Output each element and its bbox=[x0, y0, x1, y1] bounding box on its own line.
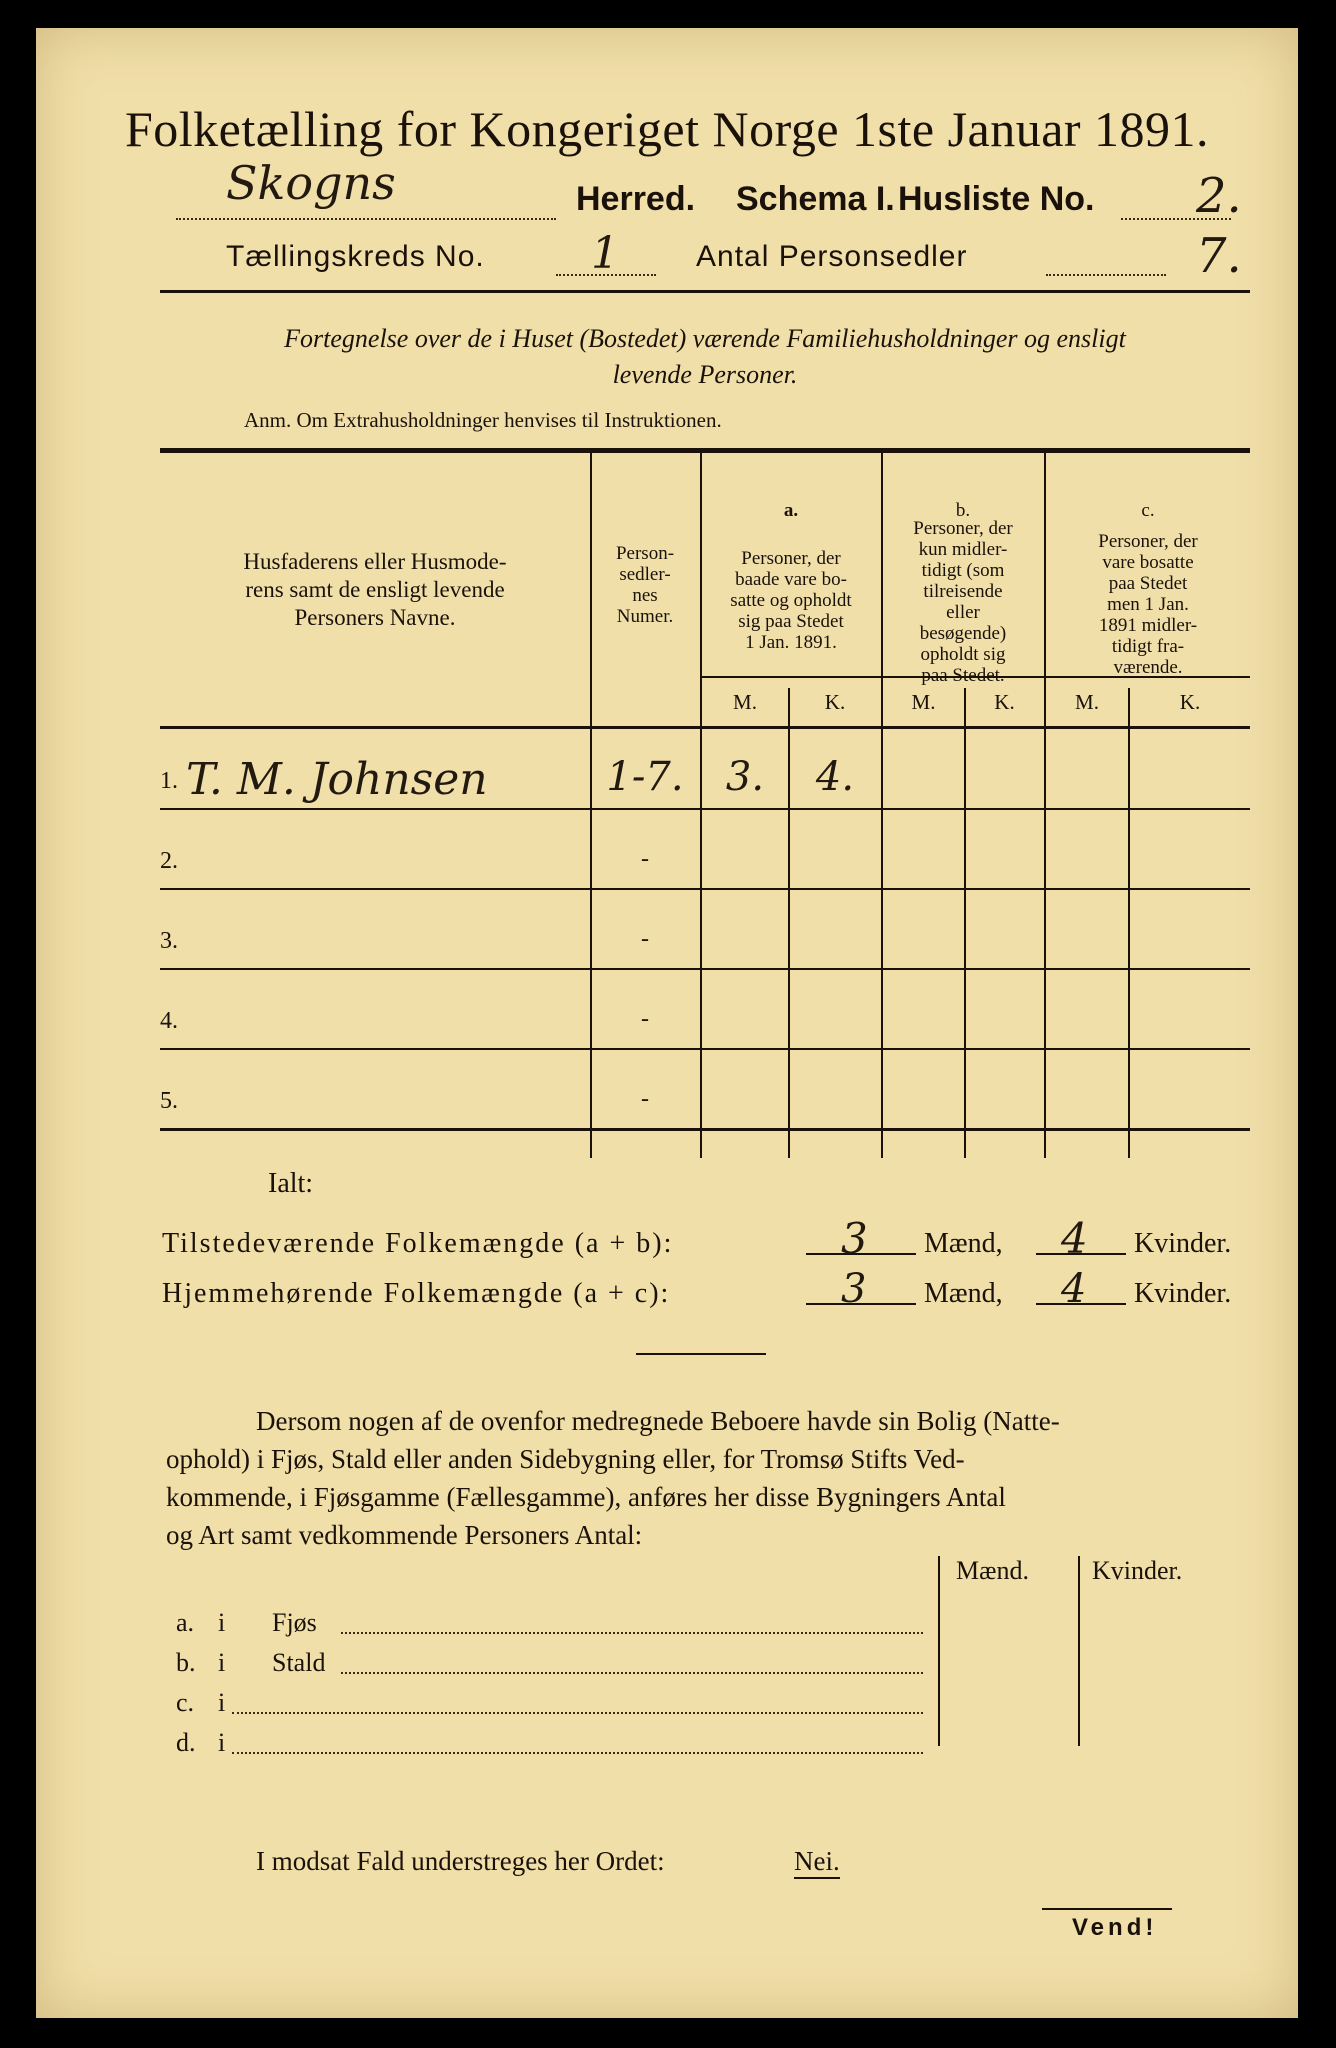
col-c-line-4: men 1 Jan. bbox=[1107, 594, 1189, 615]
col-names-header bbox=[170, 548, 580, 632]
anm-note: Anm. Om Extrahusholdninger henvises til Instruktionen. bbox=[244, 408, 722, 432]
col-names-line-2: rens samt de ensligt levende bbox=[245, 577, 505, 602]
modsat-text: I modsat Fald understreges her Ordet: bbox=[256, 1846, 665, 1876]
col-numer-line-2: sedler- bbox=[619, 564, 671, 585]
item-d-prep: i bbox=[218, 1728, 226, 1757]
row-rule-4 bbox=[160, 1048, 1250, 1050]
a-k-label: K. bbox=[824, 690, 846, 714]
row-1-numer: 1-7. bbox=[606, 754, 684, 800]
row-3-number: 3. bbox=[160, 928, 178, 954]
col-c-line-5: 1891 midler- bbox=[1098, 615, 1198, 636]
col-a-line-3: satte og opholdt bbox=[730, 590, 852, 611]
col-b-line-5: eller bbox=[946, 602, 980, 623]
tilstede-kvinder: 4 bbox=[1061, 1214, 1088, 1263]
item-a-prep: i bbox=[218, 1608, 226, 1637]
col-numer-line-3: nes bbox=[632, 585, 658, 606]
col-c-header bbox=[1046, 531, 1250, 678]
col-numer-line-1: Person- bbox=[615, 543, 675, 564]
personsedler-value: 7. bbox=[1196, 228, 1242, 284]
row-2-numer: - bbox=[641, 846, 649, 872]
row-1-a-m: 3. bbox=[725, 754, 765, 800]
table-header-rule bbox=[160, 726, 1250, 729]
ialt-label: Ialt: bbox=[268, 1168, 314, 1199]
row-4-number: 4. bbox=[160, 1008, 178, 1034]
item-b-label: Stald bbox=[272, 1648, 326, 1677]
item-c-prep: i bbox=[218, 1688, 226, 1717]
item-d-letter: d. bbox=[176, 1728, 196, 1757]
col-b-line-6: besøgende) bbox=[919, 623, 1007, 644]
item-d-dots bbox=[232, 1748, 923, 1754]
row-3-numer: - bbox=[641, 926, 649, 952]
hjemme-maend-word: Mænd, bbox=[924, 1278, 1003, 1309]
personsedler-dots bbox=[1046, 268, 1166, 276]
table-top-rule bbox=[160, 448, 1250, 453]
col-b-line-3: tidigt (som bbox=[921, 560, 1005, 581]
col-c-letter: c. bbox=[1141, 500, 1155, 521]
row-rule-3 bbox=[160, 968, 1250, 970]
item-c-letter: c. bbox=[176, 1688, 195, 1717]
bolig-maend-header: Mænd. bbox=[956, 1556, 1029, 1585]
kreds-label: Tællingskreds No. bbox=[226, 240, 485, 273]
col-a-line-2: baade vare bo- bbox=[735, 569, 847, 590]
col-a-header bbox=[702, 548, 880, 653]
hjemme-kvinder-word: Kvinder. bbox=[1134, 1278, 1232, 1309]
b-m-label: M. bbox=[911, 690, 936, 714]
totals-divider bbox=[636, 1353, 766, 1355]
vend-label: Vend! bbox=[1072, 1914, 1158, 1941]
bolig-line-3: kommende, i Fjøsgamme (Fællesgamme), anføres her disse Bygningers Antal bbox=[166, 1482, 1006, 1512]
bolig-line-2: ophold) i Fjøs, Stald eller anden Sidebygning eller, for Tromsø Stifts Ved- bbox=[166, 1444, 965, 1474]
header-rule bbox=[160, 290, 1250, 293]
row-5-numer: - bbox=[641, 1086, 649, 1112]
intro-line-2: levende Personer. bbox=[612, 360, 798, 389]
col-c-line-7: værende. bbox=[1113, 657, 1183, 678]
col-c-line-3: paa Stedet bbox=[1108, 573, 1188, 594]
col-b-line-1: Personer, der bbox=[913, 518, 1013, 539]
hjemme-label: Hjemmehørende Folkemængde (a + c): bbox=[162, 1278, 671, 1309]
table-bottom-rule bbox=[160, 1128, 1250, 1131]
row-rule-1 bbox=[160, 808, 1250, 810]
bolig-sep-1 bbox=[938, 1556, 940, 1746]
vend-rule bbox=[1042, 1908, 1172, 1910]
form-title: Folketælling for Kongeriget Norge 1ste Januar 1891. bbox=[124, 101, 1210, 157]
hjemme-kvinder: 4 bbox=[1061, 1266, 1087, 1312]
col-names-line-1: Husfaderens eller Husmode- bbox=[243, 549, 507, 574]
col-sep-ck bbox=[1128, 688, 1130, 1158]
item-c-dots bbox=[232, 1708, 923, 1714]
col-sep-bk bbox=[964, 688, 966, 1158]
col-c-line-1: Personer, der bbox=[1098, 531, 1198, 552]
row-4-numer: - bbox=[641, 1006, 649, 1032]
row-1-number: 1. bbox=[160, 768, 178, 794]
c-m-label: M. bbox=[1075, 690, 1099, 714]
tilstede-label: Tilstedeværende Folkemængde (a + b): bbox=[162, 1228, 674, 1259]
hjemme-maend: 3 bbox=[841, 1266, 867, 1312]
schema-label: Schema I. bbox=[736, 180, 895, 218]
item-a-label: Fjøs bbox=[272, 1608, 317, 1637]
b-k-label: K. bbox=[994, 690, 1015, 714]
col-b-line-8: paa Stedet. bbox=[921, 665, 1005, 686]
col-b-letter: b. bbox=[955, 500, 971, 521]
tilstede-kvinder-word: Kvinder. bbox=[1134, 1228, 1232, 1259]
census-form-page bbox=[36, 28, 1298, 2018]
col-c-line-6: tidigt fra- bbox=[1111, 636, 1185, 657]
herred-label: Herred. bbox=[576, 180, 696, 218]
bolig-kvinder-header: Kvinder. bbox=[1092, 1556, 1183, 1585]
intro-line-1: Fortegnelse over de i Huset (Bostedet) værende Familiehusholdninger og ensligt bbox=[284, 324, 1126, 353]
col-numer-line-4: Numer. bbox=[616, 606, 674, 627]
item-b-letter: b. bbox=[176, 1648, 196, 1677]
item-b-dots bbox=[341, 1668, 923, 1674]
husliste-label: Husliste No. bbox=[898, 180, 1095, 218]
bolig-sep-2 bbox=[1078, 1556, 1080, 1746]
col-b-line-2: kun midler- bbox=[918, 539, 1008, 560]
col-numer-header bbox=[592, 543, 698, 627]
bolig-line-4: og Art samt vedkommende Personers Antal: bbox=[166, 1520, 643, 1550]
bolig-line-1: Dersom nogen af de ovenfor medregnede Beboere havde sin Bolig (Natte- bbox=[256, 1406, 1060, 1436]
nei-word: Nei. bbox=[794, 1846, 840, 1879]
col-c-line-2: vare bosatte bbox=[1102, 552, 1194, 573]
row-5-number: 5. bbox=[160, 1088, 178, 1114]
col-b-header bbox=[883, 518, 1043, 686]
item-b-prep: i bbox=[218, 1648, 226, 1677]
col-names-line-3: Personers Navne. bbox=[294, 605, 456, 630]
row-1-a-k: 4. bbox=[815, 754, 855, 800]
a-m-label: M. bbox=[733, 690, 757, 714]
col-a-line-4: sig paa Stedet bbox=[738, 611, 844, 632]
tilstede-maend-word: Mænd, bbox=[924, 1228, 1003, 1259]
col-a-letter: a. bbox=[783, 500, 799, 521]
c-k-label: K. bbox=[1179, 690, 1201, 714]
row-2-number: 2. bbox=[160, 848, 178, 874]
tilstede-maend: 3 bbox=[841, 1214, 868, 1263]
col-a-line-1: Personer, der bbox=[741, 548, 841, 569]
row-rule-2 bbox=[160, 888, 1250, 890]
col-b-line-4: tilreisende bbox=[923, 581, 1003, 602]
item-a-letter: a. bbox=[176, 1608, 195, 1637]
row-1-name: T. M. Johnsen bbox=[186, 754, 488, 805]
kreds-value: 1 bbox=[591, 228, 619, 279]
item-a-dots bbox=[341, 1628, 923, 1634]
herred-value: Skogns bbox=[226, 156, 396, 210]
husliste-value: 2. bbox=[1196, 168, 1242, 224]
col-b-line-7: opholdt sig bbox=[920, 644, 1006, 665]
col-a-line-5: 1 Jan. 1891. bbox=[745, 632, 837, 653]
personsedler-label: Antal Personsedler bbox=[696, 240, 968, 273]
